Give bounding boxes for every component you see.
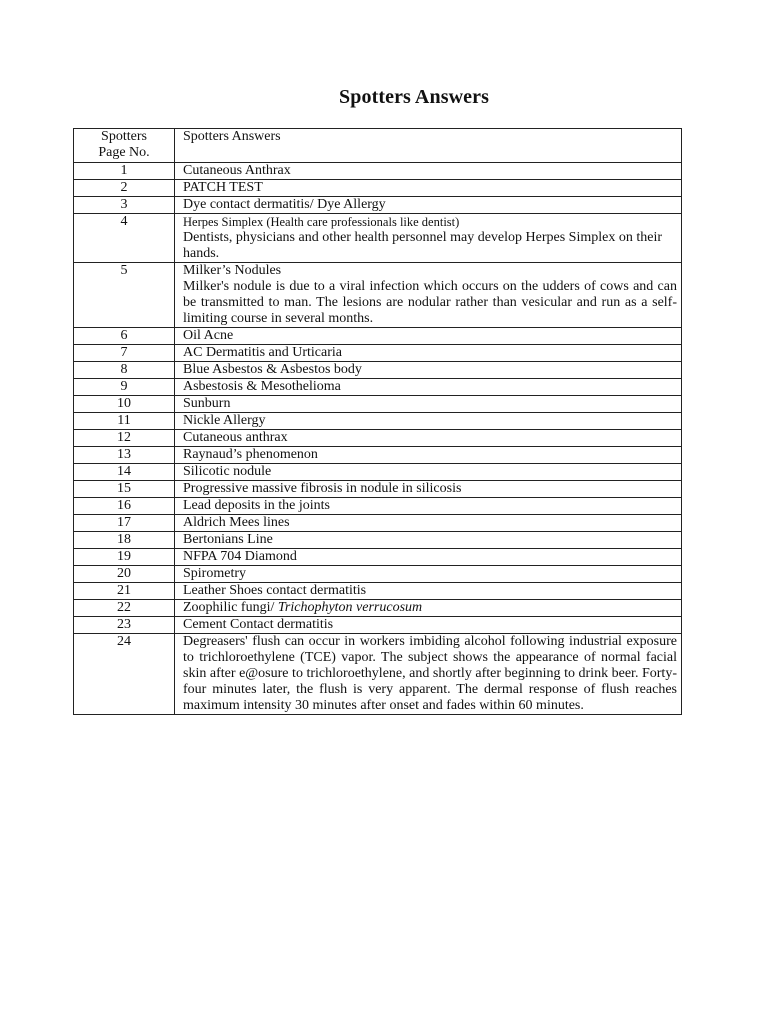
row-number: 1 [74,163,175,180]
row-answer: Cement Contact dermatitis [175,617,682,634]
row-number: 12 [74,430,175,447]
row-answer: Blue Asbestos & Asbestos body [175,362,682,379]
row-answer: AC Dermatitis and Urticaria [175,345,682,362]
row-number: 11 [74,413,175,430]
row-answer: NFPA 704 Diamond [175,549,682,566]
row-number: 23 [74,617,175,634]
row-answer: Degreasers' flush can occur in workers imbiding alcohol following industrial exposure to trichloroethylene (TCE) vapor. The subject shows the appearance of normal facial skin after e@osure to trichloroethylene, and shortly after beginning to drink beer. Forty-four minutes later, the flush is very apparent. The dermal response of flush reaches maximum intensity 30 minutes after onset and fades within 60 minutes. [175,634,682,715]
row-number: 5 [74,263,175,328]
table-row [74,396,682,413]
table-row [74,617,682,634]
table-row [74,583,682,600]
row-number: 10 [74,396,175,413]
row-number: 22 [74,600,175,617]
table-row [74,430,682,447]
row-answer: Cutaneous Anthrax [175,163,682,180]
row-answer-species: Trichophyton verrucosum [277,600,423,615]
row-answer-title: Herpes Simplex (Health care professionals like dentist) [183,215,460,229]
table-row [74,163,682,180]
table-row [74,447,682,464]
table-row [74,634,682,715]
table-row [74,498,682,515]
row-number: 7 [74,345,175,362]
row-number: 3 [74,197,175,214]
row-number: 13 [74,447,175,464]
row-answer [175,214,682,263]
row-number: 15 [74,481,175,498]
header-page-no [74,129,175,163]
row-answer: Nickle Allergy [175,413,682,430]
row-answer-detail: Dentists, physicians and other health personnel may develop Herpes Simplex on their hands. [183,230,663,261]
table-row [74,379,682,396]
table-row [74,214,682,263]
row-answer: Lead deposits in the joints [175,498,682,515]
table-row [74,263,682,328]
answers-table [73,128,682,715]
row-answer-title: Milker’s Nodules [183,263,282,278]
row-answer-detail: Milker's nodule is due to a viral infection which occurs on the udders of cows and can be transmitted to man. The lesions are nodular rather than vesicular and run as a self-limiting course in several months. [183,279,677,326]
row-number: 21 [74,583,175,600]
row-number: 18 [74,532,175,549]
row-number: 2 [74,180,175,197]
header-spotters-label: Spotters [101,129,147,144]
row-answer: Cutaneous anthrax [175,430,682,447]
row-number: 8 [74,362,175,379]
table-header-row [74,129,682,163]
row-answer: Aldrich Mees lines [175,515,682,532]
row-number: 19 [74,549,175,566]
table-row [74,345,682,362]
table-row [74,549,682,566]
table-row [74,180,682,197]
table-row [74,413,682,430]
header-answers: Spotters Answers [175,129,682,163]
row-number: 4 [74,214,175,263]
row-number: 17 [74,515,175,532]
row-answer [175,600,682,617]
table-row [74,328,682,345]
row-number: 24 [74,634,175,715]
row-answer: Oil Acne [175,328,682,345]
table-row [74,566,682,583]
table-row [74,481,682,498]
row-number: 20 [74,566,175,583]
row-answer-plain: Zoophilic fungi/ [183,600,278,615]
row-answer: Leather Shoes contact dermatitis [175,583,682,600]
table-row [74,362,682,379]
row-answer: PATCH TEST [175,180,682,197]
table-row [74,197,682,214]
row-answer: Raynaud’s phenomenon [175,447,682,464]
header-page-no-label: Page No. [98,145,150,160]
row-answer: Bertonians Line [175,532,682,549]
row-number: 6 [74,328,175,345]
row-answer: Dye contact dermatitis/ Dye Allergy [175,197,682,214]
row-number: 16 [74,498,175,515]
row-number: 14 [74,464,175,481]
row-answer [175,263,682,328]
table-row [74,532,682,549]
row-answer: Progressive massive fibrosis in nodule in silicosis [175,481,682,498]
table-row [74,464,682,481]
row-answer: Asbestosis & Mesothelioma [175,379,682,396]
table-row [74,515,682,532]
row-answer: Silicotic nodule [175,464,682,481]
page-title: Spotters Answers [339,86,489,108]
row-answer: Sunburn [175,396,682,413]
row-answer: Spirometry [175,566,682,583]
table-row [74,600,682,617]
row-number: 9 [74,379,175,396]
